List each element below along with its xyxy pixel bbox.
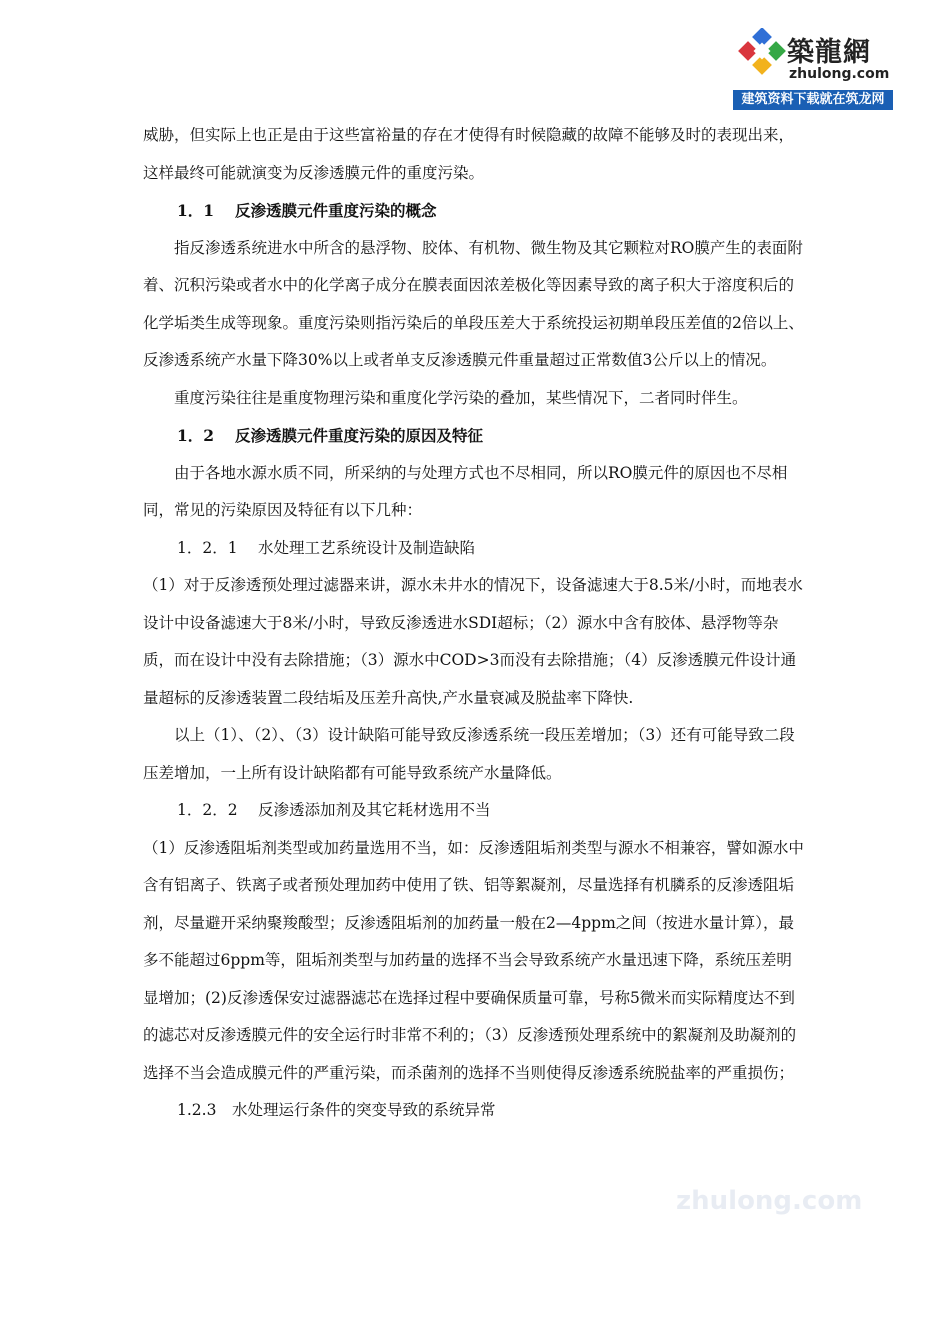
heading-1-1: 1．1 反渗透膜元件重度污染的概念 xyxy=(177,201,437,220)
zhulong-emblem-icon xyxy=(735,28,789,86)
logo-domain: zhulong.com xyxy=(789,66,890,82)
paragraph-concept: 指反渗透系统进水中所含的悬浮物、胶体、有机物、微生物及其它颗粒对RO膜产生的表面附着、沉积污染或者水中的化学离子成分在膜表面因浓差极化等因素导致的离子积大于溶度积后的化学垢类生成等现象。重度污染则指污染后的单段压差大于系统投运初期单段压差值的2倍以上、反渗透系统产水量下降30%以上或者单支反渗透膜元件重量超过正常数值3公斤以上的情况。 xyxy=(143,238,804,369)
paragraph-continuation: 威胁，但实际上也正是由于这些富裕量的存在才使得有时候隐藏的故障不能够及时的表现出来，这样最终可能就演变为反渗透膜元件的重度污染。 xyxy=(143,126,795,182)
heading-1-2: 1．2 反渗透膜元件重度污染的原因及特征 xyxy=(177,426,483,445)
paragraph-causes-intro: 由于各地水源水质不同，所采纳的与处理方式也不尽相同，所以RO膜元件的原因也不尽相同，常见的污染原因及特征有以下几种： xyxy=(143,463,788,519)
logo-tagline: 建筑资料下载就在筑龙网 xyxy=(733,90,893,110)
paragraph-overlap: 重度污染往往是重度物理污染和重度化学污染的叠加，某些情况下，二者同时伴生。 xyxy=(174,388,748,407)
document-body xyxy=(143,117,807,1130)
heading-1-2-3: 1.2.3 水处理运行条件的突变导致的系统异常 xyxy=(177,1101,496,1119)
heading-1-2-1: 1．2．1 水处理工艺系统设计及制造缺陷 xyxy=(177,538,476,557)
heading-1-2-2: 1．2．2 反渗透添加剂及其它耗材选用不当 xyxy=(177,801,491,819)
paragraph-additives: （1）反渗透阻垢剂类型或加药量选用不当，如：反渗透阻垢剂类型与源水不相兼容，譬如源水中含有铝离子、铁离子或者预处理加药中使用了铁、铝等絮凝剂，尽量选择有机膦系的反渗透阻垢剂，尽量避开采纳聚羧酸型；反渗透阻垢剂的加药量一般在2—4ppm之间（按进水量计算），最多不能超过6ppm等，阻垢剂类型与加药量的选择不当会导致系统产水量迅速下降，系统压差明显增加；(2)反渗透保安过滤器滤芯在选择过程中要确保质量可靠，号称5微米而实际精度达不到的滤芯对反渗透膜元件的安全运行时非常不利的；（3）反渗透预处理系统中的絮凝剂及助凝剂的选择不当会造成膜元件的严重污染，而杀菌剂的选择不当则使得反渗透系统脱盐率的严重损伤； xyxy=(143,838,804,1082)
zhulong-logo xyxy=(733,26,893,110)
logo-header xyxy=(733,26,893,88)
logo-chinese-name: 築龍網 xyxy=(787,37,871,68)
paragraph-design-defects: （1）对于反渗透预处理过滤器来讲，源水未井水的情况下，设备滤速大于8.5米/小时，而地表水设计中设备滤速大于8米/小时，导致反渗透进水SDI超标；（2）源水中含有胶体、悬浮物等杂质，而在设计中没有去除措施；（3）源水中COD>3而没有去除措施；（4）反渗透膜元件设计通量超标的反渗透装置二段结垢及压差升高快,产水量衰减及脱盐率下降快. xyxy=(143,576,803,707)
paragraph-defect-effects: 以上（1）、（2）、（3）设计缺陷可能导致反渗透系统一段压差增加；（3）还有可能导致二段压差增加，一上所有设计缺陷都有可能导致系统产水量降低。 xyxy=(143,726,795,782)
watermark-bottom: zhulong.com xyxy=(676,1186,863,1216)
